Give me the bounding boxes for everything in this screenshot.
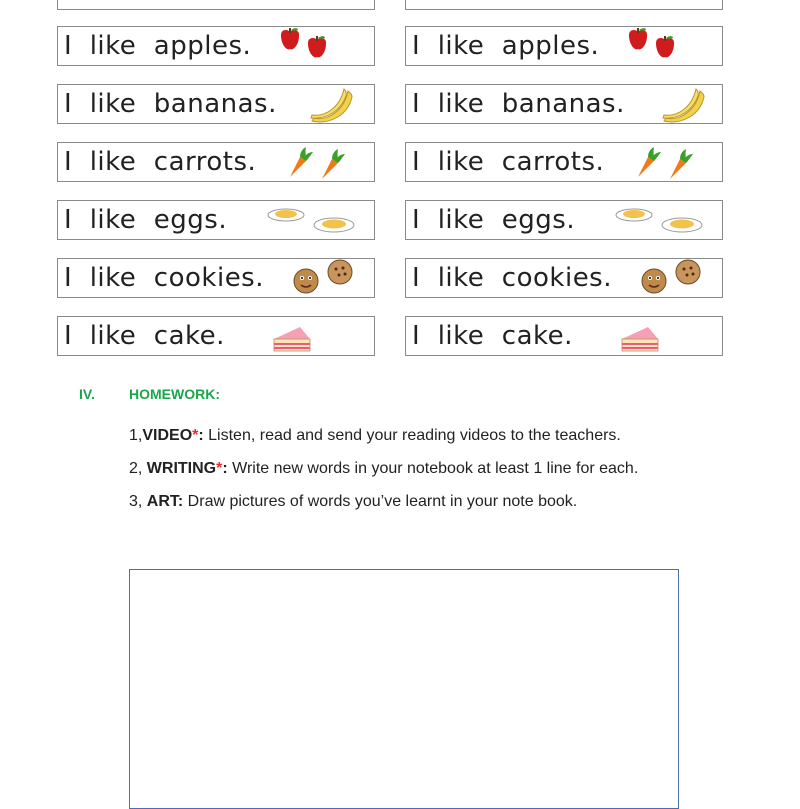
cookie-icon: [640, 259, 706, 299]
partial-sentence-strip-right: [405, 0, 723, 10]
homework-item-writing: [129, 460, 638, 478]
sentence-strip-carrots: [405, 142, 723, 182]
item-colon: :: [198, 427, 204, 444]
item-prefix: 3,: [129, 493, 147, 510]
section-number: IV.: [79, 386, 95, 402]
sentence-strip-eggs: [57, 200, 375, 240]
homework-item-video: [129, 427, 621, 445]
sentence-text: I like eggs.: [412, 205, 576, 235]
sentence-text: I like carrots.: [64, 147, 257, 177]
cookie-icon: [292, 259, 358, 299]
cake-icon: [618, 317, 664, 357]
sentence-text: I like bananas.: [64, 89, 277, 119]
sentence-text: I like cookies.: [64, 263, 264, 293]
sentence-strip-cake: [405, 316, 723, 356]
sentence-text: I like apples.: [64, 31, 252, 61]
item-text: Listen, read and send your reading videos to the teachers.: [203, 427, 621, 444]
sentence-strip-cake: [57, 316, 375, 356]
item-label: VIDEO: [142, 427, 193, 444]
item-prefix: 1,: [129, 427, 143, 444]
sentence-strip-apples: [405, 26, 723, 66]
sentence-text: I like cake.: [64, 321, 225, 351]
sentence-strip-apples: [57, 26, 375, 66]
apple-icon: [624, 27, 686, 67]
carrot-icon: [286, 143, 348, 183]
banana-icon: [306, 85, 356, 125]
sentence-text: I like apples.: [412, 31, 600, 61]
sentence-text: I like eggs.: [64, 205, 228, 235]
partial-sentence-strip-left: [57, 0, 375, 10]
sentence-strip-eggs: [405, 200, 723, 240]
sentence-strip-cookies: [405, 258, 723, 298]
sentence-strip-bananas: [405, 84, 723, 124]
item-prefix: 2,: [129, 460, 147, 477]
item-label: WRITING: [146, 460, 217, 477]
required-star: *: [216, 460, 223, 477]
banana-icon: [658, 85, 708, 125]
sentence-strip-bananas: [57, 84, 375, 124]
carrot-icon: [634, 143, 696, 183]
cake-icon: [270, 317, 316, 357]
egg-icon: [614, 201, 706, 241]
required-star: *: [192, 427, 199, 444]
sentence-text: I like cookies.: [412, 263, 612, 293]
item-label: ART: [146, 493, 178, 510]
item-text: Draw pictures of words you’ve learnt in your note book.: [183, 493, 578, 510]
egg-icon: [266, 201, 358, 241]
drawing-box[interactable]: [129, 569, 679, 809]
sentence-strip-cookies: [57, 258, 375, 298]
sentence-text: I like carrots.: [412, 147, 605, 177]
apple-icon: [276, 27, 338, 67]
sentence-strip-carrots: [57, 142, 375, 182]
item-text: Write new words in your notebook at least 1 line for each.: [227, 460, 639, 477]
item-colon: :: [177, 493, 184, 510]
section-heading: HOMEWORK:: [129, 386, 220, 402]
item-colon: :: [222, 460, 228, 477]
sentence-text: I like bananas.: [412, 89, 625, 119]
sentence-text: I like cake.: [412, 321, 573, 351]
homework-item-art: [129, 493, 577, 511]
